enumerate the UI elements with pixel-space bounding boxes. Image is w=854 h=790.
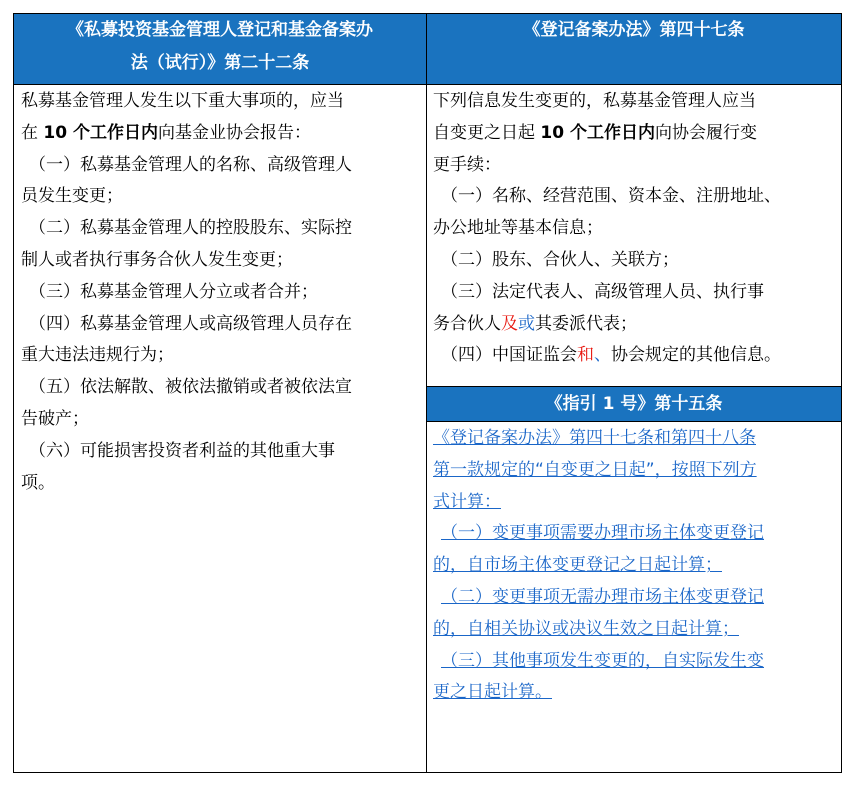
right-text-line: 办公地址等基本信息；: [433, 218, 603, 239]
guideline-text-line: 的，自相关协议或决议生效之日起计算；: [433, 618, 739, 639]
left-text-line: [21, 118, 420, 150]
deadline-bold: 10 个工作日内: [43, 122, 158, 143]
comparison-table: [13, 13, 842, 773]
deleted-text-red: 和: [577, 345, 594, 366]
guideline-text-line: （三）其他事项发生变更的，自实际发生变: [441, 650, 764, 671]
left-text-line: 重大违法违规行为；: [21, 345, 174, 366]
text-segment: 务合伙人: [433, 313, 501, 334]
right-text-line: （三）法定代表人、高级管理人员、执行事: [441, 281, 764, 302]
guideline-text-line: （二）变更事项无需办理市场主体变更登记: [441, 586, 764, 607]
inserted-text-blue: 或: [518, 313, 535, 334]
left-header-line1: 《私募投资基金管理人登记和基金备案办: [67, 20, 373, 40]
text-segment: 协会规定的其他信息。: [611, 345, 781, 366]
left-text-line: （五）依法解散、被依法撤销或者被依法宣: [29, 377, 352, 398]
left-text-line: （二）私募基金管理人的控股股东、实际控: [29, 218, 352, 239]
guideline-text-line: （一）变更事项需要办理市场主体变更登记: [441, 523, 764, 544]
text-segment: 向协会履行变: [654, 122, 757, 143]
left-text-line: （三）私募基金管理人分立或者合并；: [29, 281, 318, 302]
deadline-bold: 10 个工作日内: [540, 122, 655, 143]
deleted-text-red: 及: [501, 313, 518, 334]
text-segment: 其委派代表；: [535, 313, 637, 334]
text-segment: 向基金业协会报告：: [157, 122, 311, 143]
left-text-line: 私募基金管理人发生以下重大事项的，应当: [21, 91, 344, 111]
left-text-line: （六）可能损害投资者利益的其他重大事: [29, 440, 335, 461]
left-text-line: 项。: [21, 472, 55, 493]
right-text-line: [433, 340, 835, 372]
left-column-header: [14, 14, 426, 85]
left-text-line: 告破产；: [21, 408, 89, 429]
text-segment: （四）中国证监会: [441, 345, 577, 366]
guideline-text-line: 式计算：: [433, 491, 501, 512]
left-header-line2: 法（试行）》第二十二条: [130, 53, 310, 73]
right-text-line: 下列信息发生变更的，私募基金管理人应当: [433, 91, 756, 111]
guideline-text-line: 的，自市场主体变更登记之日起计算；: [433, 555, 722, 576]
right-text-line: [433, 309, 835, 341]
right-column: [427, 13, 842, 773]
right-column-body: [427, 85, 841, 386]
left-text-line: （一）私募基金管理人的名称、高级管理人: [29, 154, 352, 175]
left-column: [13, 13, 427, 773]
guideline-text-line: 《登记备案办法》第四十七条和第四十八条: [433, 428, 756, 448]
left-text-line: 员发生变更；: [21, 186, 123, 207]
left-column-body: [14, 85, 426, 499]
guideline-header-title: 《指引 1 号》第十五条: [545, 394, 723, 414]
right-column-header: [427, 14, 841, 85]
guideline-header: [427, 386, 841, 422]
right-header-title: 《登记备案办法》第四十七条: [523, 20, 745, 40]
inserted-text-blue: 、: [594, 345, 611, 366]
right-text-line: （一）名称、经营范围、资本金、注册地址、: [441, 186, 781, 207]
text-segment: 在: [21, 122, 44, 143]
left-text-line: 制人或者执行事务合伙人发生变更；: [21, 249, 293, 270]
right-text-line: 更手续：: [433, 154, 501, 175]
guideline-text-line: 第一款规定的“自变更之日起”，按照下列方: [433, 459, 757, 480]
right-text-line: [433, 118, 835, 150]
guideline-body: [427, 422, 841, 709]
right-text-line: （二）股东、合伙人、关联方；: [441, 249, 679, 270]
left-text-line: （四）私募基金管理人或高级管理人员存在: [29, 313, 352, 334]
text-segment: 自变更之日起: [433, 122, 541, 143]
guideline-text-line: 更之日起计算。: [433, 682, 552, 703]
